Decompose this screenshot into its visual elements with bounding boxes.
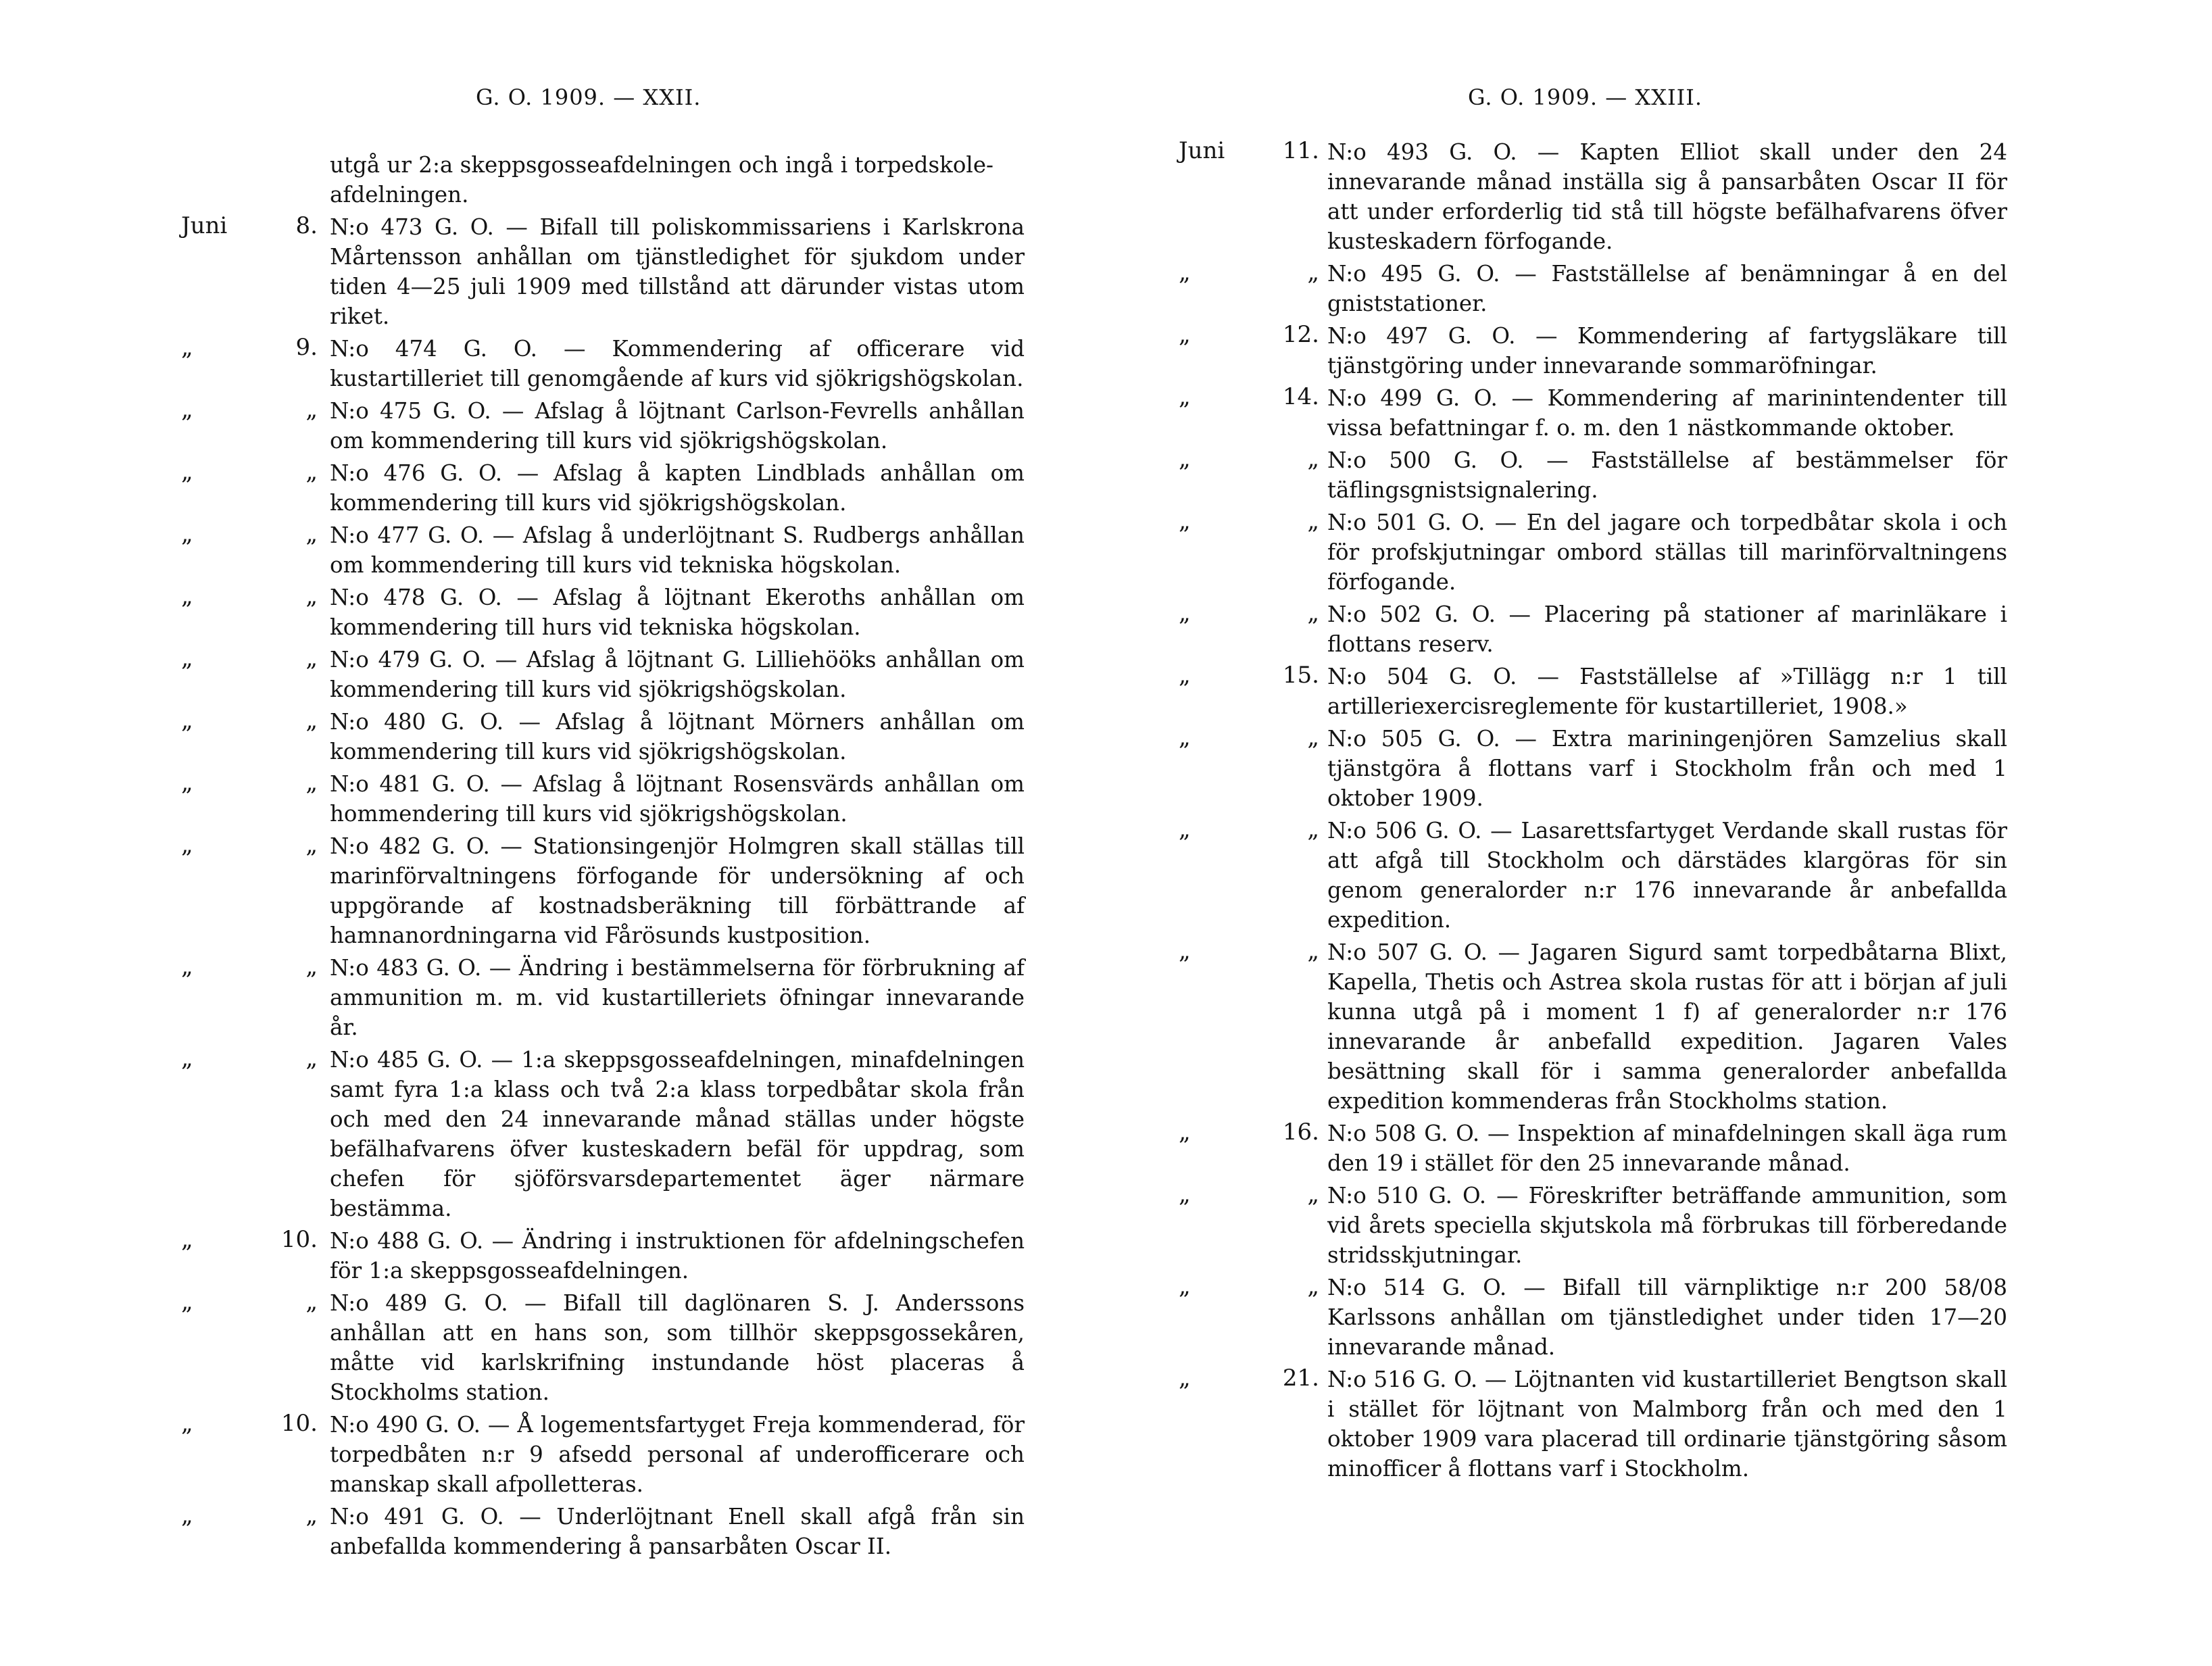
entry-text: N:o 504 G. O. — Fastställelse af »Tillägg n:r 1 till artilleriexercisreglemente för kustartilleriet, 1908.» — [1327, 664, 2007, 719]
entry-list — [0, 150, 1025, 1564]
entry-month: „ — [181, 707, 193, 734]
entry-list — [1106, 137, 2007, 1486]
entry-day: 14. — [1282, 383, 1319, 410]
entry-text: N:o 501 G. O. — En del jagare och torpedbåtar skola i och för profskjutningar ombord ställas till marinförvaltningens förfogande. — [1327, 510, 2007, 595]
list-item — [0, 334, 1025, 393]
entry-day: 10. — [280, 1226, 318, 1253]
entry-day: 11. — [1282, 137, 1319, 164]
entry-month: „ — [1179, 259, 1191, 286]
list-item — [1106, 937, 2007, 1116]
continuation-text: utgå ur 2:a skeppsgosseafdelningen och ingå i torpedskole-afdelningen. — [330, 152, 994, 207]
entry-text: N:o 497 G. O. — Kommendering af fartygsläkare till tjänstgöring under innevarande sommaröfningar. — [1327, 323, 2007, 378]
list-item — [1106, 724, 2007, 813]
entry-day: „ — [1307, 599, 1319, 627]
entry-day: „ — [305, 583, 318, 610]
entry-month: „ — [181, 1410, 193, 1437]
list-item — [0, 1502, 1025, 1561]
entry-text: N:o 475 G. O. — Afslag å löjtnant Carlson-Fevrells anhållan om kommendering till kurs vid sjökrigshögskolan. — [330, 398, 1025, 454]
list-item — [1106, 259, 2007, 318]
entry-day: „ — [1307, 816, 1319, 843]
entry-text: N:o 488 G. O. — Ändring i instruktionen för afdelningschefen för 1:a skeppsgosseafdelningen. — [330, 1228, 1025, 1283]
list-item — [0, 1226, 1025, 1285]
list-item — [0, 953, 1025, 1042]
entry-month: „ — [1179, 1119, 1191, 1146]
entry-month: „ — [1179, 1181, 1191, 1208]
entry-month: „ — [181, 1288, 193, 1315]
entry-month: „ — [1179, 1365, 1191, 1392]
entry-month: „ — [1179, 1273, 1191, 1300]
list-item — [0, 645, 1025, 704]
list-item — [0, 831, 1025, 950]
entry-text: N:o 478 G. O. — Afslag å löjtnant Ekeroths anhållan om kommendering till hurs vid tekniska högskolan. — [330, 585, 1025, 640]
entry-day: 10. — [280, 1410, 318, 1437]
list-item — [1106, 662, 2007, 721]
entry-text: N:o 490 G. O. — Å logementsfartyget Freja kommenderad, för torpedbåten n:r 9 afsedd personal af underofficerare och manskap skall afpolletteras. — [330, 1412, 1025, 1497]
entry-month: „ — [1179, 383, 1191, 410]
entry-day: „ — [305, 1288, 318, 1315]
entry-month: „ — [181, 831, 193, 858]
list-item — [0, 1288, 1025, 1407]
entry-text: N:o 505 G. O. — Extra mariningenjören Samzelius skall tjänstgöra å flottans varf i Stockholm från och med 1 oktober 1909. — [1327, 726, 2007, 811]
entry-text: N:o 480 G. O. — Afslag å löjtnant Mörners anhållan om kommendering till kurs vid sjökrigshögskolan. — [330, 709, 1025, 764]
entry-text: N:o 479 G. O. — Afslag å löjtnant G. Lilliehööks anhållan om kommendering till kurs vid sjökrigshögskolan. — [330, 647, 1025, 702]
entry-day: „ — [305, 769, 318, 796]
entry-month: „ — [181, 1502, 193, 1529]
entry-text: N:o 507 G. O. — Jagaren Sigurd samt torpedbåtarna Blixt, Kapella, Thetis och Astrea skola rustas för att i början af juli kunna utgå på i moment 1 f) af generalorder n:r 176 innevarande år anbefalld expedition. Jagaren Vales besättning skall för i samma generalorder anbefallda expedition kommenderas från Stockholms station. — [1327, 939, 2007, 1114]
entry-day: 15. — [1282, 662, 1319, 689]
entry-day: „ — [1307, 445, 1319, 472]
page-header: G. O. 1909. — XXII. — [476, 84, 702, 110]
list-item — [1106, 445, 2007, 505]
entry-text: N:o 481 G. O. — Afslag å löjtnant Rosensvärds anhållan om hommendering till kurs vid sjökrigshögskolan. — [330, 771, 1025, 827]
entry-month: „ — [1179, 599, 1191, 627]
list-item — [0, 396, 1025, 456]
entry-month: „ — [181, 458, 193, 485]
list-item — [0, 212, 1025, 331]
entry-day: 16. — [1282, 1119, 1319, 1146]
list-item — [0, 769, 1025, 829]
entry-day: „ — [1307, 1273, 1319, 1300]
entry-day: „ — [305, 396, 318, 423]
entry-month: „ — [181, 520, 193, 547]
entry-month: Juni — [1179, 137, 1225, 164]
entry-day: 8. — [295, 212, 318, 239]
entry-month: „ — [1179, 816, 1191, 843]
entry-day: „ — [305, 645, 318, 672]
entry-day: „ — [305, 458, 318, 485]
entry-month: „ — [1179, 321, 1191, 348]
entry-text: N:o 499 G. O. — Kommendering af marinintendenter till vissa befattningar f. o. m. den 1 nästkommande oktober. — [1327, 385, 2007, 441]
entry-text: N:o 491 G. O. — Underlöjtnant Enell skall afgå från sin anbefallda kommendering å pansarbåten Oscar II. — [330, 1504, 1025, 1559]
entry-text: N:o 485 G. O. — 1:a skeppsgosseafdelningen, minafdelningen samt fyra 1:a klass och två 2:a klass torpedbåtar skola från och med den 24 innevarande månad ställas under högste befälhafvarens öfver kusteskadern befäl för uppdrag, som chefen för sjöförsvarsdepartementet äger närmare bestämma. — [330, 1047, 1025, 1221]
entry-text: N:o 476 G. O. — Afslag å kapten Lindblads anhållan om kommendering till kurs vid sjökrigshögskolan. — [330, 460, 1025, 516]
page-header: G. O. 1909. — XXIII. — [1468, 84, 1703, 110]
entry-day: „ — [1307, 259, 1319, 286]
entry-month: „ — [181, 1226, 193, 1253]
entry-day: „ — [305, 1502, 318, 1529]
entry-text: N:o 508 G. O. — Inspektion af minafdelningen skall äga rum den 19 i stället för den 25 innevarande månad. — [1327, 1121, 2007, 1176]
entry-text: N:o 506 G. O. — Lasarettsfartyget Verdande skall rustas för att afgå till Stockholm och därstädes klargöras för sin genom generalorder n:r 176 innevarande år anbefallda expedition. — [1327, 818, 2007, 933]
entry-month: Juni — [181, 212, 228, 239]
entry-month: „ — [181, 334, 193, 361]
entry-day: 9. — [295, 334, 318, 361]
entry-text: N:o 474 G. O. — Kommendering af officerare vid kustartilleriet till genomgående af kurs vid sjökrigshögskolan. — [330, 336, 1025, 391]
right-page — [1106, 0, 2212, 1666]
entry-text: N:o 502 G. O. — Placering på stationer af marinläkare i flottans reserv. — [1327, 602, 2007, 657]
entry-text: N:o 493 G. O. — Kapten Elliot skall under den 24 innevarande månad inställa sig å pansarbåten Oscar II för att under erforderlig tid stå till högste befälhafvarens öfver kusteskadern förfogande. — [1327, 139, 2007, 254]
entry-text: N:o 510 G. O. — Föreskrifter beträffande ammunition, som vid årets speciella skjutskola må förbrukas till förberedande stridsskjutningar. — [1327, 1183, 2007, 1268]
list-item — [0, 583, 1025, 642]
entry-day: „ — [305, 1045, 318, 1072]
entry-day: „ — [305, 831, 318, 858]
list-item — [1106, 599, 2007, 659]
list-item — [0, 1045, 1025, 1223]
list-item — [1106, 137, 2007, 256]
entry-day: „ — [305, 953, 318, 980]
list-item — [0, 1410, 1025, 1499]
entry-month: „ — [1179, 937, 1191, 964]
entry-month: „ — [1179, 445, 1191, 472]
list-item — [1106, 321, 2007, 381]
entry-day: 21. — [1282, 1365, 1319, 1392]
entry-month: „ — [181, 953, 193, 980]
list-item — [0, 458, 1025, 518]
entry-text: N:o 477 G. O. — Afslag å underlöjtnant S. Rudbergs anhållan om kommendering till kurs vid tekniska högskolan. — [330, 522, 1025, 578]
entry-month: „ — [1179, 662, 1191, 689]
entry-day: „ — [1307, 1181, 1319, 1208]
list-item — [1106, 1273, 2007, 1362]
entry-text: N:o 514 G. O. — Bifall till värnpliktige n:r 200 58/08 Karlssons anhållan om tjänstledighet under tiden 17—20 innevarande månad. — [1327, 1275, 2007, 1360]
list-item — [1106, 1181, 2007, 1270]
list-item — [0, 520, 1025, 580]
entry-month: „ — [181, 645, 193, 672]
list-item — [1106, 383, 2007, 443]
entry-text: N:o 500 G. O. — Fastställelse af bestämmelser för täflingsgnistsignalering. — [1327, 447, 2007, 503]
entry-month: „ — [181, 1045, 193, 1072]
entry-text: N:o 495 G. O. — Fastställelse af benämningar å en del gniststationer. — [1327, 261, 2007, 316]
entry-day: „ — [1307, 724, 1319, 751]
entry-day: 12. — [1282, 321, 1319, 348]
entry-text: N:o 483 G. O. — Ändring i bestämmelserna för förbrukning af ammunition m. m. vid kustartilleriets öfningar innevarande år. — [330, 955, 1025, 1040]
entry-month: „ — [181, 396, 193, 423]
list-item — [1106, 816, 2007, 935]
entry-day: „ — [305, 520, 318, 547]
entry-day: „ — [1307, 937, 1319, 964]
entry-month: „ — [1179, 508, 1191, 535]
entry-month: „ — [1179, 724, 1191, 751]
list-item — [1106, 1119, 2007, 1178]
list-item — [0, 707, 1025, 766]
entry-day: „ — [305, 707, 318, 734]
list-item — [1106, 1365, 2007, 1484]
list-item — [1106, 508, 2007, 597]
entry-text: N:o 516 G. O. — Löjtnanten vid kustartilleriet Bengtson skall i stället för löjtnant von Malmborg från och med den 1 oktober 1909 vara placerad till ordinarie tjänstgöring såsom minofficer å flottans varf i Stockholm. — [1327, 1367, 2007, 1481]
entry-month: „ — [181, 769, 193, 796]
entry-text: N:o 482 G. O. — Stationsingenjör Holmgren skall ställas till marinförvaltningens förfogande för undersökning af och uppgörande af kostnadsberäkning till förbättrande af hamnanordningarna vid Fårösunds kustposition. — [330, 833, 1025, 948]
entry-text: N:o 489 G. O. — Bifall till daglönaren S. J. Anderssons anhållan att en hans son, som tillhör skeppsgossekåren, måtte vid karlskrifning instundande höst placeras å Stockholms station. — [330, 1290, 1025, 1405]
entry-day: „ — [1307, 508, 1319, 535]
entry-text: N:o 473 G. O. — Bifall till poliskommissariens i Karlskrona Mårtensson anhållan om tjänstledighet för sjukdom under tiden 4—25 juli 1909 med tillstånd att därunder vistas utom riket. — [330, 214, 1025, 329]
entry-month: „ — [181, 583, 193, 610]
